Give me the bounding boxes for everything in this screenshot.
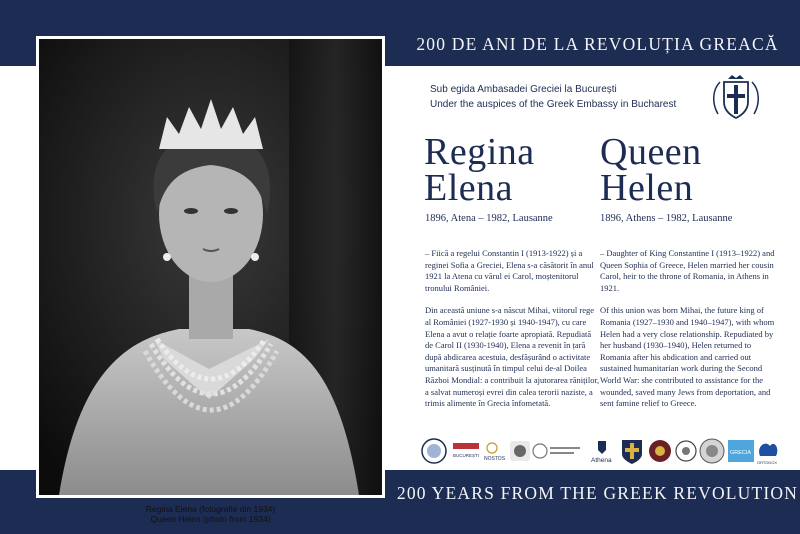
partner-logos	[420, 436, 780, 466]
logo-grecia-text: GRECIA	[730, 450, 752, 456]
photo-caption-ro: Regina Elena (fotografie din 1934)	[145, 504, 276, 514]
name-en-line2: Helen	[600, 167, 694, 209]
partner-logo-grecia	[728, 440, 754, 462]
auspices-block	[430, 82, 676, 112]
partner-logo-seal-icon	[422, 439, 446, 463]
biography-ro-paragraph-2: Din această uniune s-a născut Mihai, viitorul rege al României (1927-1930 și 1940-1947), cu care Elena a avut o relație foarte apropiată. Repudiată de Carol II (1930-1940), Elena a revenit în țară după abdicarea acestuia, desfășurând o activitate umanitară susținută în timpul celui de-al Doilea Război Mondial: a contribuit la ajutorarea răniților, a salvat numeroși evrei din calea terorii naziste, a trimis alimente în Grecia înfometată.	[425, 305, 600, 409]
logo-athena-text: Athena	[591, 457, 612, 464]
partner-logo-emblem-icon	[676, 441, 696, 461]
anniversary-title-ro: 200 DE ANI DE LA REVOLUȚIA GREACĂ	[416, 34, 779, 54]
partner-logo-nostos	[484, 443, 506, 462]
biography-en-paragraph-2: Of this union was born Mihai, the future king of Romania (1927–1930 and 1940–1947), with whom Helen had a very close relationship. Repudiated by her husband (1930–1940), Helen returned to Romania after his abdication and carried out sustained humanitarian work during the Second World War: she contributed to assistance for the wounded, saved many Jews from deportation, and sent famine relief to Greece.	[600, 305, 775, 409]
life-dates-en: 1896, Athens – 1982, Lausanne	[600, 213, 733, 224]
partner-logo-institute-icon	[533, 444, 580, 458]
biography-ro-paragraph-1: – Fiică a regelui Constantin I (1913-1922) și a reginei Sofia a Greciei, Elena s-a căsătorit în anul 1921 la Atena cu vărul ei Carol, moștenitorul tronului României.	[425, 248, 594, 293]
partner-logo-athena	[591, 441, 612, 464]
photo-caption	[36, 504, 385, 524]
photo-caption-en: Queen Helen (photo from 1934)	[150, 514, 271, 524]
partner-logo-bucuresti	[453, 443, 479, 458]
queen-helen-portrait	[39, 39, 382, 495]
life-dates-ro: 1896, Atena – 1982, Lausanne	[425, 213, 553, 224]
name-heading-ro	[424, 131, 535, 209]
biography-en-paragraph-1: – Daughter of King Constantine I (1913–1922) and Queen Sophia of Greece, Helen married her cousin Carol, heir to the throne of Romania, in Athens in 1921.	[600, 248, 775, 293]
logo-bucuresti-text: BUCUREȘTI	[453, 453, 480, 458]
name-ro-line1: Regina	[424, 131, 535, 173]
auspices-ro: Sub egida Ambasadei Greciei la București	[430, 84, 617, 95]
partner-logo-red-crest-icon	[649, 440, 671, 462]
logo-nostos-text: NOSTOS	[484, 456, 506, 462]
biography-en	[600, 248, 776, 421]
name-heading-en	[600, 131, 702, 209]
name-ro-line2: Elena	[424, 167, 514, 209]
partner-logo-mask-icon	[510, 441, 530, 461]
anniversary-title-en: 200 YEARS FROM THE GREEK REVOLUTION	[396, 483, 799, 503]
partner-logo-ortodox	[757, 444, 777, 465]
name-en-line1: Queen	[600, 131, 702, 173]
biography-ro	[425, 248, 601, 421]
partner-logo-medallion-icon	[700, 439, 724, 463]
auspices-en: Under the auspices of the Greek Embassy in Bucharest	[430, 99, 677, 110]
portrait-frame	[36, 36, 385, 498]
logo-ortodox-text: ORTODOX	[757, 460, 778, 465]
greek-coat-of-arms-icon	[708, 70, 764, 126]
partner-logo-cross-shield-icon	[622, 440, 642, 464]
